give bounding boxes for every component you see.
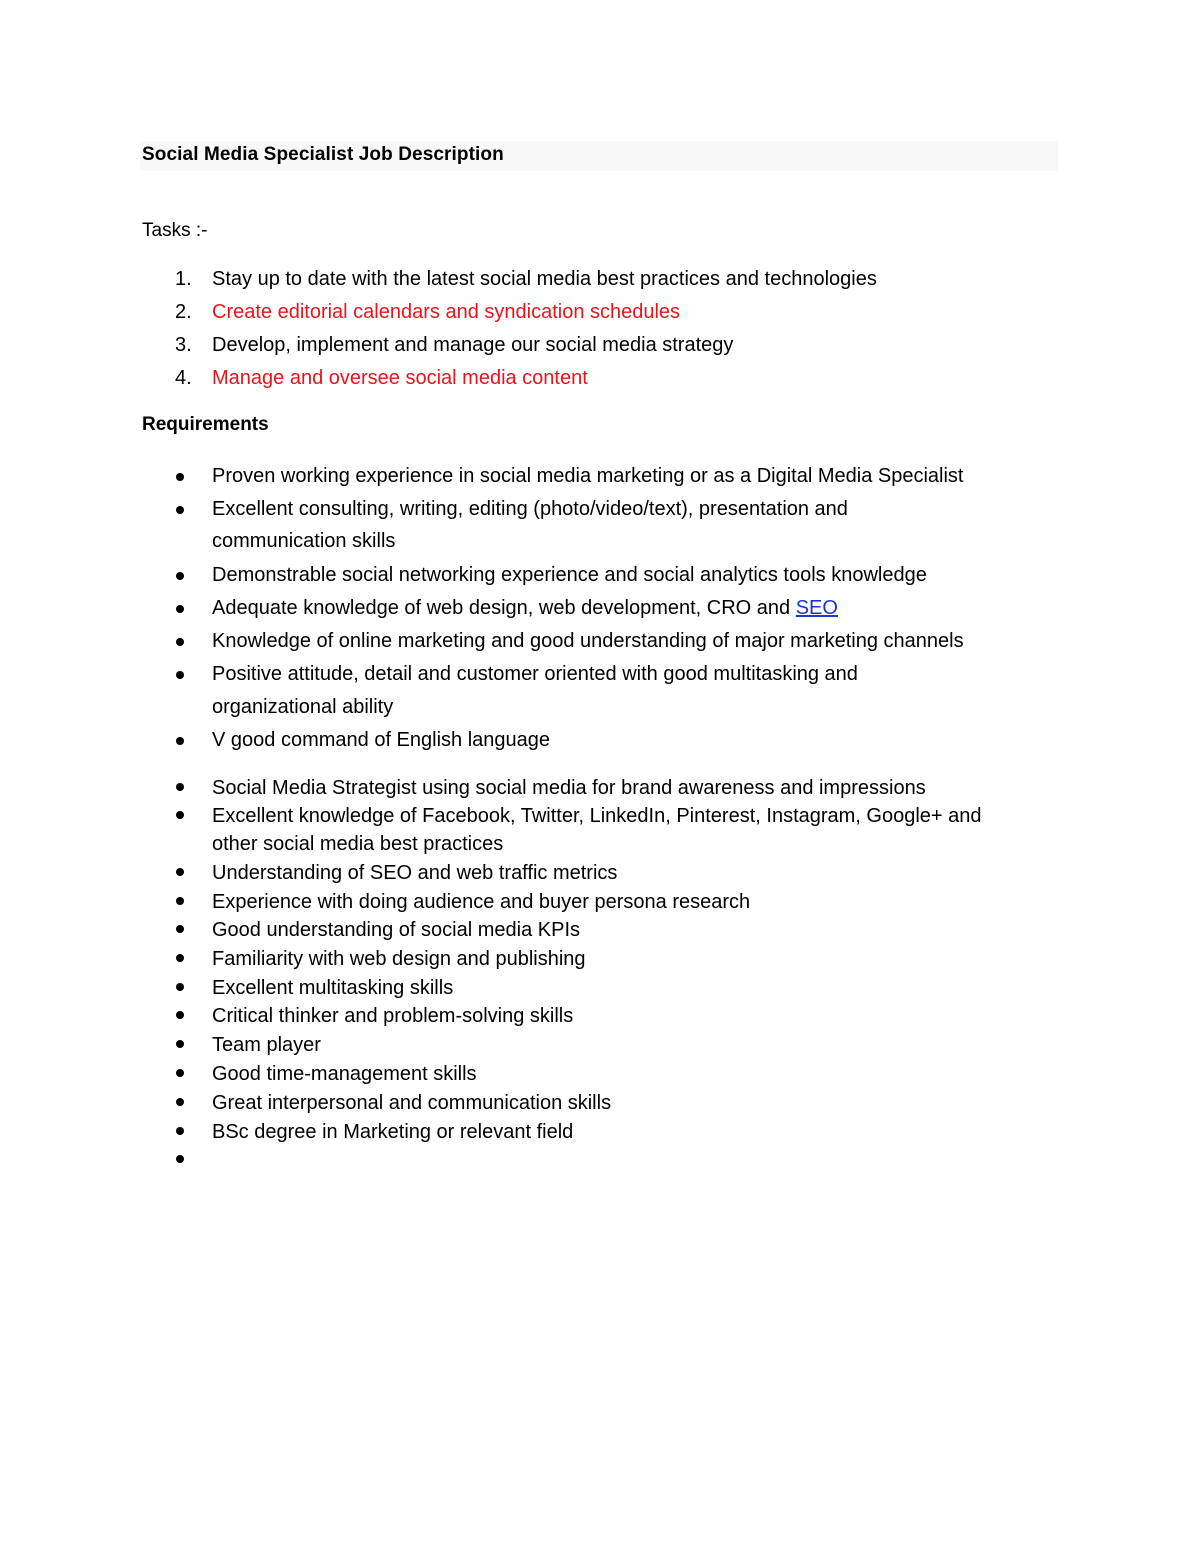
seo-link[interactable]: SEO — [795, 597, 838, 619]
skill-text: Social Media Strategist using social media for brand awareness and impressions — [212, 777, 926, 799]
requirement-text: Proven working experience in social media marketing or as a Digital Media Specialist — [212, 465, 964, 487]
task-number: 4. — [175, 367, 192, 389]
bullet-icon — [176, 1127, 184, 1135]
skill-text: Critical thinker and problem-solving skills — [212, 1005, 574, 1027]
skill-line-2: other social media best practices — [212, 833, 504, 855]
requirement-text: V good command of English language — [212, 729, 551, 751]
bullet-icon — [176, 868, 184, 876]
bullet-icon — [176, 638, 184, 646]
skill-text: Good time-management skills — [212, 1063, 477, 1085]
requirement-text-prefix: Adequate knowledge of web design, web development, CRO and — [212, 597, 796, 619]
bullet-icon — [176, 737, 184, 745]
requirement-line-2: communication skills — [212, 530, 396, 552]
requirement-text — [212, 593, 1042, 623]
task-number: 2. — [175, 301, 192, 323]
bullet-icon — [176, 1040, 184, 1048]
skill-text: Team player — [212, 1034, 321, 1056]
skill-text: Great interpersonal and communication skills — [212, 1092, 612, 1114]
page-title: Social Media Specialist Job Description — [142, 144, 504, 165]
skill-text: Excellent multitasking skills — [212, 977, 454, 999]
bullet-icon — [176, 506, 184, 514]
bullet-icon — [176, 1011, 184, 1019]
skill-line-1: Excellent knowledge of Facebook, Twitter, LinkedIn, Pinterest, Instagram, Google+ and — [212, 805, 982, 827]
bullet-icon — [176, 811, 184, 819]
bullet-icon — [176, 671, 184, 679]
requirement-line-2: organizational ability — [212, 696, 394, 718]
skill-text: BSc degree in Marketing or relevant field — [212, 1121, 574, 1143]
bullet-icon — [176, 783, 184, 791]
skill-text: Experience with doing audience and buyer persona research — [212, 891, 751, 913]
bullet-icon — [176, 1155, 184, 1163]
task-number: 3. — [175, 334, 192, 356]
skill-text: Good understanding of social media KPIs — [212, 919, 580, 941]
requirement-text: Knowledge of online marketing and good understanding of major marketing channels — [212, 630, 964, 652]
skill-text: Familiarity with web design and publishing — [212, 948, 586, 970]
skill-text — [212, 802, 1042, 858]
tasks-heading: Tasks :- — [142, 220, 208, 241]
bullet-icon — [176, 473, 184, 481]
bullet-icon — [176, 1098, 184, 1106]
skill-text: Understanding of SEO and web traffic metrics — [212, 862, 618, 884]
bullet-icon — [176, 983, 184, 991]
bullet-icon — [176, 954, 184, 962]
requirements-heading: Requirements — [142, 414, 269, 435]
bullet-icon — [176, 1069, 184, 1077]
task-number: 1. — [175, 268, 192, 290]
requirement-text: Demonstrable social networking experience and social analytics tools knowledge — [212, 564, 927, 586]
task-text: Manage and oversee social media content — [212, 367, 588, 389]
requirement-text — [212, 494, 1042, 556]
bullet-icon — [176, 897, 184, 905]
task-text: Stay up to date with the latest social media best practices and technologies — [212, 268, 877, 290]
bullet-icon — [176, 572, 184, 580]
bullet-icon — [176, 925, 184, 933]
task-text: Create editorial calendars and syndication schedules — [212, 301, 681, 323]
requirement-line-1: Excellent consulting, writing, editing (photo/video/text), presentation and — [212, 498, 848, 520]
task-text: Develop, implement and manage our social media strategy — [212, 334, 734, 356]
requirement-text — [212, 659, 1042, 722]
bullet-icon — [176, 605, 184, 613]
requirement-line-1: Positive attitude, detail and customer oriented with good multitasking and — [212, 663, 858, 685]
